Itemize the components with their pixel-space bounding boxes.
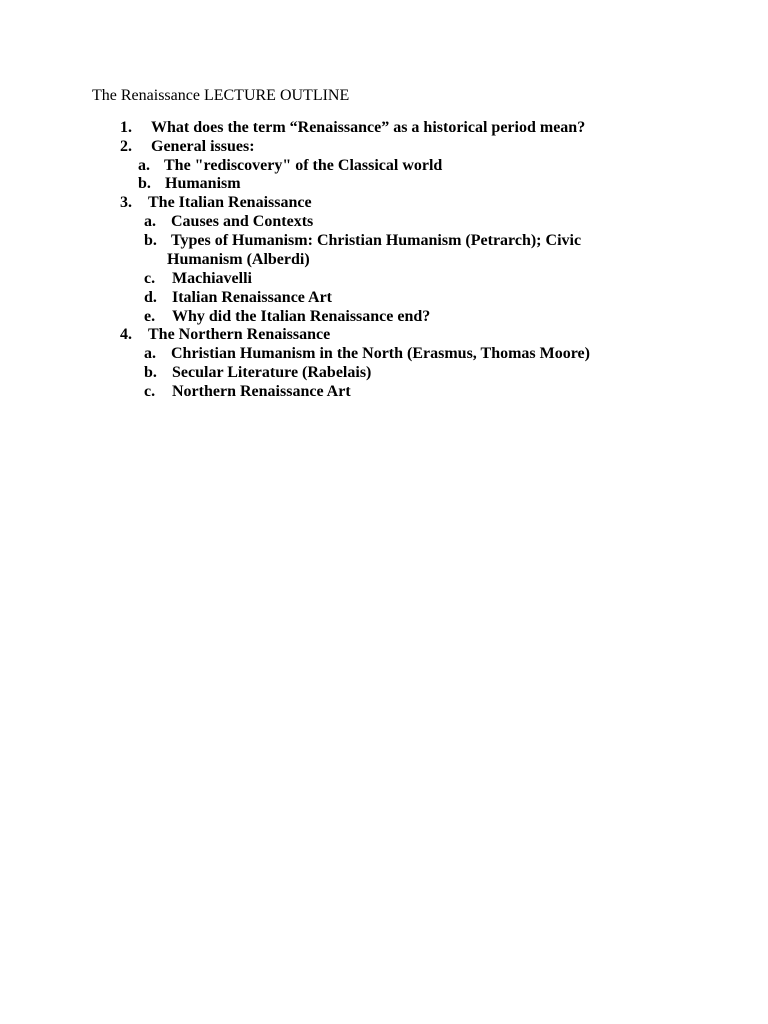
outline-text: Causes and Contexts bbox=[171, 213, 314, 230]
outline-text: Humanism (Alberdi) bbox=[167, 251, 310, 268]
outline-text: Secular Literature (Rabelais) bbox=[172, 364, 372, 381]
outline-text: The "rediscovery" of the Classical world bbox=[164, 157, 443, 174]
outline-marker: 2. bbox=[120, 138, 132, 155]
outline-text: Italian Renaissance Art bbox=[172, 289, 332, 306]
outline-marker: a. bbox=[138, 157, 150, 174]
outline-text: Humanism bbox=[165, 175, 241, 192]
outline-marker: b. bbox=[144, 232, 157, 249]
outline-marker: e. bbox=[144, 308, 156, 325]
outline-marker: c. bbox=[144, 383, 156, 400]
outline-marker: b. bbox=[138, 175, 151, 192]
outline-text: Christian Humanism in the North (Erasmus, Thomas Moore) bbox=[171, 345, 590, 362]
outline-marker: 1. bbox=[120, 119, 132, 136]
outline-marker: 3. bbox=[120, 194, 132, 211]
outline-marker: 4. bbox=[120, 326, 132, 343]
outline-text: Types of Humanism: Christian Humanism (Petrarch); Civic bbox=[171, 232, 582, 249]
outline-text: Why did the Italian Renaissance end? bbox=[172, 308, 431, 325]
outline-marker: a. bbox=[144, 213, 156, 230]
outline-text: What does the term “Renaissance” as a historical period mean? bbox=[151, 119, 586, 136]
outline-text: The Northern Renaissance bbox=[148, 326, 331, 343]
outline-marker: a. bbox=[144, 345, 156, 362]
outline-text: General issues: bbox=[151, 138, 255, 155]
outline-text: Northern Renaissance Art bbox=[172, 383, 351, 400]
outline-marker: b. bbox=[144, 364, 157, 381]
outline-text: Machiavelli bbox=[172, 270, 252, 287]
outline-marker: d. bbox=[144, 289, 157, 306]
outline-marker: c. bbox=[144, 270, 156, 287]
document-title: The Renaissance LECTURE OUTLINE bbox=[92, 87, 350, 104]
outline-text: The Italian Renaissance bbox=[148, 194, 312, 211]
